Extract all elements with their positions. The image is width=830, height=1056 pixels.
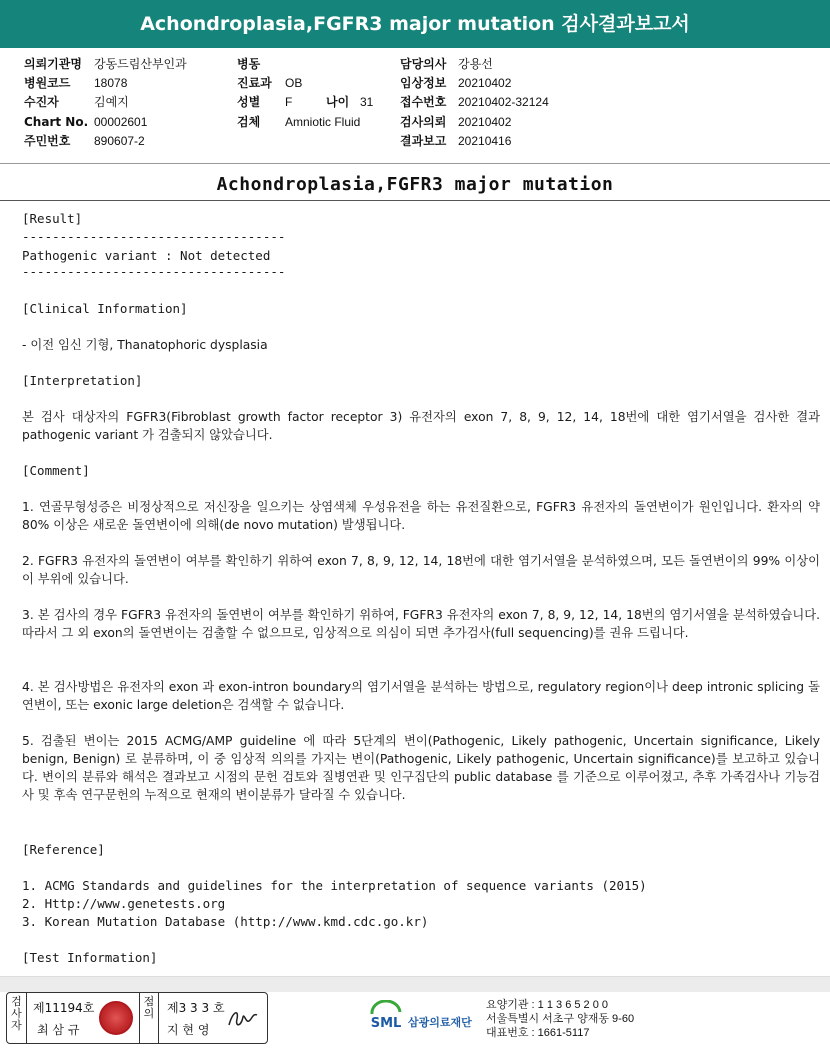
info-value: 890607-2 bbox=[94, 134, 145, 148]
info-label: 검사의뢰 bbox=[400, 115, 447, 129]
info-chart-no bbox=[24, 113, 147, 131]
info-label: 진료과 bbox=[237, 76, 272, 90]
info-hospital bbox=[24, 55, 187, 73]
info-value: F bbox=[285, 95, 293, 109]
sml-logo-icon bbox=[366, 1000, 406, 1036]
info-specimen bbox=[237, 113, 360, 131]
info-resident-no bbox=[24, 132, 145, 150]
comment-item: 1. 연골무형성증은 비정상적으로 저신장을 일으키는 상염색체 우성유전을 하는 유전질환으로, FGFR3 유전자의 돌연변이가 원인입니다. 환자의 약 80% 이상은 새로운 돌연변이에 의해(de novo mutation) 발생됩니다. bbox=[22, 500, 820, 532]
clinical-heading: [Clinical Information] bbox=[22, 301, 188, 316]
clinical-text: - 이전 임신 기형, Thanatophoric dysplasia bbox=[22, 338, 268, 352]
title-divider bbox=[0, 200, 830, 201]
info-label: 수진자 bbox=[24, 95, 59, 109]
info-label: 검체 bbox=[237, 115, 261, 129]
report-footer bbox=[0, 992, 830, 1056]
result-heading: [Result] bbox=[22, 211, 83, 226]
comment-item: 5. 검출된 변이는 2015 ACMG/AMP guideline 에 따라 5단계의 변이(Pathogenic, Likely pathogenic, Uncertain significance, Likely benign, Benign) 로 분류하며, 이 중 임상적 의의를 가지는 변이(Pathogenic, Likely pathogenic, Uncertain significance)를 보고하고 있습니다. 변이의 분류와 해석은 결과보고 시점의 문헌 검토와 질병연관 및 인구집단의 public database 를 기준으로 이루어졌고, 추후 가족검사나 기능검사 및 후속 연구문헌의 누적으로 현재의 변이분류가 달라질 수 있습니다. bbox=[22, 734, 820, 802]
org-code: 요양기관 : 1 1 3 6 5 2 0 0 bbox=[486, 999, 609, 1011]
info-clinical bbox=[400, 74, 511, 92]
info-hospital-code bbox=[24, 74, 127, 92]
reference-item: 2. Http://www.genetests.org bbox=[22, 896, 226, 911]
dash-line: ----------------------------------- bbox=[22, 229, 286, 244]
info-sex bbox=[237, 93, 292, 111]
info-report-date bbox=[400, 132, 511, 150]
info-label: 성별 bbox=[237, 95, 261, 109]
reference-item: 1. ACMG Standards and guidelines for the interpretation of sequence variants (2015) bbox=[22, 878, 647, 893]
interpretation-text: 본 검사 대상자의 FGFR3(Fibroblast growth factor receptor 3) 유전자의 exon 7, 8, 9, 12, 14, 18번에 대한 염기서열을 검사한 결과 pathogenic variant 가 검출되지 않았습니다. bbox=[22, 410, 820, 442]
info-value: 20210402-32124 bbox=[458, 95, 549, 109]
test-info-heading: [Test Information] bbox=[22, 950, 158, 965]
info-value: 20210416 bbox=[458, 134, 512, 148]
seal-icon bbox=[99, 1001, 133, 1035]
info-value: 18078 bbox=[94, 76, 128, 90]
signature-box bbox=[6, 992, 268, 1044]
report-title: Achondroplasia,FGFR3 major mutation 검사결과보고서 bbox=[0, 0, 830, 48]
info-label: 결과보고 bbox=[400, 134, 447, 148]
info-receipt-no bbox=[400, 93, 549, 111]
reference-item: 3. Korean Mutation Database (http://www.kmd.cdc.go.kr) bbox=[22, 914, 429, 929]
info-label: 임상정보 bbox=[400, 76, 447, 90]
info-label: 병원코드 bbox=[24, 76, 71, 90]
org-address: 서울특별시 서초구 양재동 9-60 bbox=[486, 1013, 635, 1025]
examiner-label: 검사자 bbox=[7, 993, 27, 1043]
patient-info bbox=[0, 52, 830, 162]
org-info bbox=[486, 998, 634, 1040]
info-value: 20210402 bbox=[458, 76, 512, 90]
comment-heading: [Comment] bbox=[22, 463, 90, 478]
info-ward bbox=[237, 55, 285, 73]
info-patient bbox=[24, 93, 129, 111]
reviewer-label: 점의 bbox=[139, 993, 159, 1043]
report-body bbox=[0, 166, 830, 976]
examiner-license: 제11194호 bbox=[33, 1001, 95, 1015]
comment-item: 3. 본 검사의 경우 FGFR3 유전자의 돌연변이 여부를 확인하기 위하여, FGFR3 유전자의 exon 7, 8, 9, 12, 14, 18번의 염기서열을 분석하였습니다. 따라서 그 외 exon의 돌연변이는 검출할 수 없으므로, 임상적으로 의심이 되면 추가검사(full sequencing)를 권유 드립니다. bbox=[22, 608, 820, 640]
info-age bbox=[326, 93, 373, 111]
info-value: 00002601 bbox=[94, 115, 148, 129]
info-label: Chart No. bbox=[24, 115, 89, 129]
dash-line: ----------------------------------- bbox=[22, 264, 286, 279]
result-text: Pathogenic variant : Not detected bbox=[22, 248, 271, 263]
info-label: 담당의사 bbox=[400, 57, 447, 71]
info-value: 31 bbox=[360, 95, 374, 109]
info-value: 강용선 bbox=[458, 57, 493, 71]
info-label: 접수번호 bbox=[400, 95, 447, 109]
info-value: 김예지 bbox=[94, 95, 129, 109]
comment-item: 2. FGFR3 유전자의 돌연변이 여부를 확인하기 위하여 exon 7, 8, 9, 12, 14, 18번에 대한 염기서열을 분석하였으며, 모든 돌연변이의 99% 이상이 이 부위에 있습니다. bbox=[22, 554, 820, 586]
scroll-gutter[interactable] bbox=[0, 976, 830, 992]
info-value: 20210402 bbox=[458, 115, 512, 129]
signature-icon bbox=[225, 1005, 261, 1033]
reviewer-license: 제3 3 3 호 bbox=[167, 1001, 225, 1015]
info-label: 나이 bbox=[326, 95, 350, 109]
header-divider bbox=[0, 163, 830, 164]
info-label: 의뢰기관명 bbox=[24, 57, 82, 71]
comment-item: 4. 본 검사방법은 유전자의 exon 과 exon-intron boundary의 염기서열을 분석하는 방법으로, regulatory region이나 deep intronic splicing 돌연변이, 또는 exonic large deletion은 검색할 수 없습니다. bbox=[22, 680, 820, 712]
info-value: 강동드림산부인과 bbox=[94, 57, 187, 71]
org-name: 삼광의료재단 bbox=[408, 1016, 472, 1029]
info-department bbox=[237, 74, 302, 92]
info-request-date bbox=[400, 113, 511, 131]
info-label: 병동 bbox=[237, 57, 261, 71]
reviewer-name: 지 현 영 bbox=[167, 1023, 210, 1037]
info-value: Amniotic Fluid bbox=[285, 115, 361, 129]
logo-letters: SML bbox=[370, 1016, 402, 1031]
info-doctor bbox=[400, 55, 493, 73]
info-label: 주민번호 bbox=[24, 134, 71, 148]
reference-heading: [Reference] bbox=[22, 842, 105, 857]
interpretation-heading: [Interpretation] bbox=[22, 373, 143, 388]
info-value: OB bbox=[285, 76, 303, 90]
org-phone: 대표번호 : 1661-5117 bbox=[486, 1027, 590, 1039]
examiner-name: 최 삼 규 bbox=[37, 1023, 80, 1037]
document-title: Achondroplasia,FGFR3 major mutation bbox=[216, 174, 614, 195]
